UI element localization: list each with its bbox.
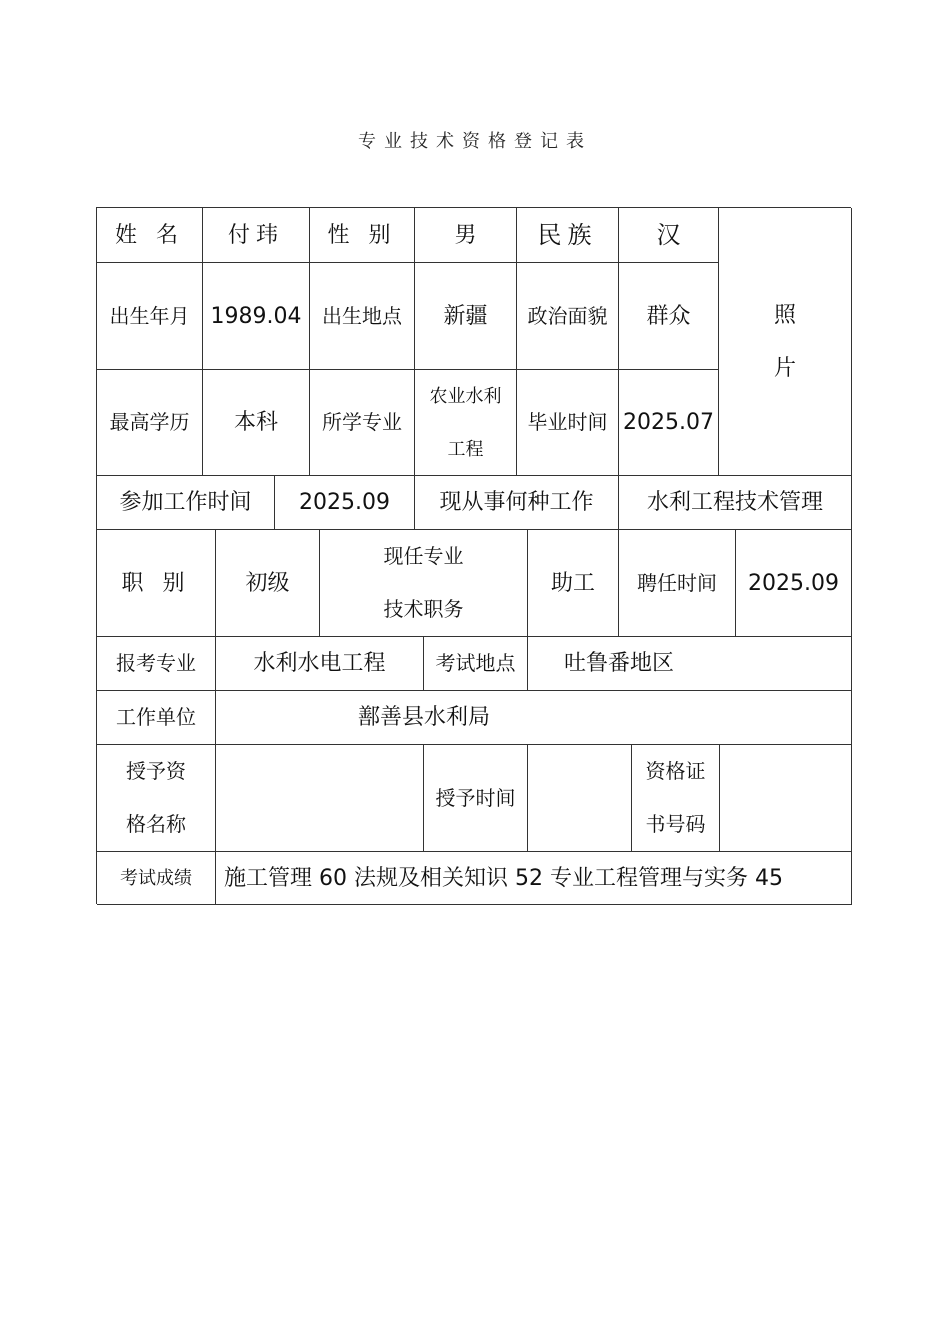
ethnicity-label: 民族 — [517, 208, 619, 263]
work-start-label: 参加工作时间 — [97, 476, 275, 530]
education-label: 最高学历 — [97, 370, 203, 476]
major-label: 所学专业 — [310, 370, 415, 476]
rank-value: 初级 — [216, 530, 320, 637]
major-value: 农业水利工程 — [415, 370, 517, 476]
graduation-label: 毕业时间 — [517, 370, 619, 476]
cert-value — [720, 745, 852, 852]
qualification-label: 授予资格名称 — [97, 745, 216, 852]
birthplace-value: 新疆 — [415, 263, 517, 370]
current-work-label: 现从事何种工作 — [415, 476, 619, 530]
scores-value: 施工管理 60 法规及相关知识 52 专业工程管理与实务 45 — [216, 852, 852, 905]
birthplace-label: 出生地点 — [310, 263, 415, 370]
qualification-value — [216, 745, 424, 852]
rank-label: 职 别 — [97, 530, 216, 637]
name-value: 付玮 — [203, 208, 310, 263]
scores-label: 考试成绩 — [97, 852, 216, 905]
graduation-value: 2025.07 — [619, 370, 719, 476]
employer-label: 工作单位 — [97, 691, 216, 745]
position-value: 助工 — [528, 530, 619, 637]
name-label: 姓 名 — [97, 208, 203, 263]
birth-value: 1989.04 — [203, 263, 310, 370]
page-title: 专业技术资格登记表 — [358, 131, 592, 152]
current-work-value: 水利工程技术管理 — [619, 476, 852, 530]
gender-value: 男 — [415, 208, 517, 263]
birth-label: 出生年月 — [97, 263, 203, 370]
exam-place-value: 吐鲁番地区 — [528, 637, 852, 691]
grant-time-value — [528, 745, 632, 852]
registration-form-table — [96, 207, 851, 904]
political-label: 政治面貌 — [517, 263, 619, 370]
grant-time-label: 授予时间 — [424, 745, 528, 852]
employer-value: 鄯善县水利局 — [216, 691, 852, 745]
hire-value: 2025.09 — [736, 530, 852, 637]
work-start-value: 2025.09 — [275, 476, 415, 530]
political-value: 群众 — [619, 263, 719, 370]
exam-major-label: 报考专业 — [97, 637, 216, 691]
cert-label: 资格证书号码 — [632, 745, 720, 852]
position-label: 现任专业技术职务 — [320, 530, 528, 637]
exam-major-value: 水利水电工程 — [216, 637, 424, 691]
photo-box: 照片 — [719, 208, 852, 476]
education-value: 本科 — [203, 370, 310, 476]
ethnicity-value: 汉 — [619, 208, 719, 263]
hire-label: 聘任时间 — [619, 530, 736, 637]
gender-label: 性 别 — [310, 208, 415, 263]
exam-place-label: 考试地点 — [424, 637, 528, 691]
